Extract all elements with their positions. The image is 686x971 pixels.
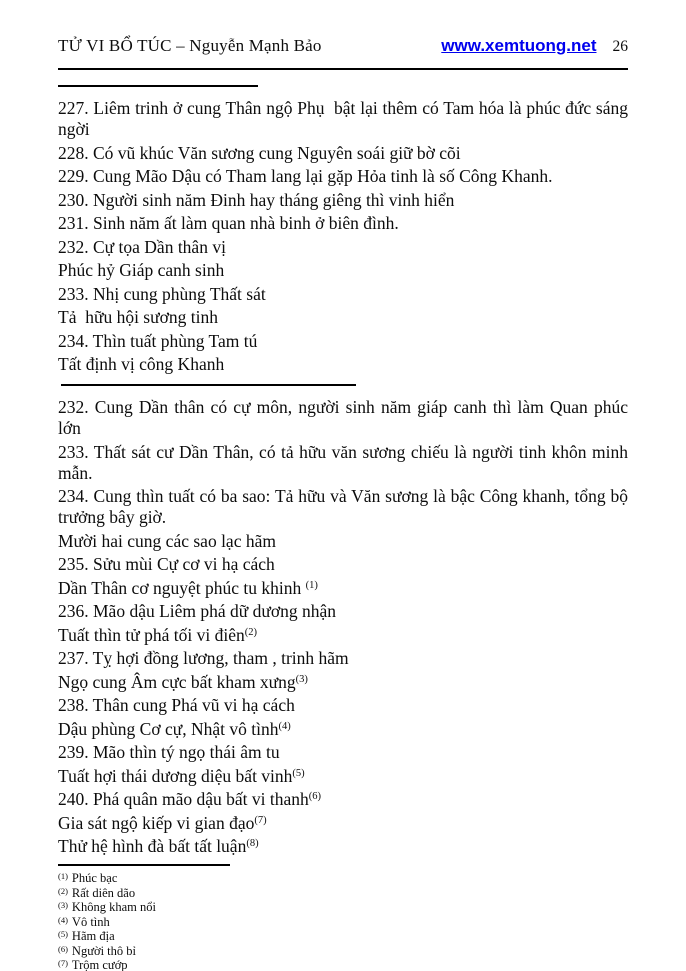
footnote-marker: (3) — [58, 900, 68, 910]
footnote-item: $^{(6)}$ Người thô bỉ — [58, 943, 137, 958]
footnote-reference: (5) — [292, 767, 305, 779]
text-line: 231. Sinh năm ất làm quan nhà binh ở biên đình. — [58, 213, 399, 233]
footnote-marker: (2) — [58, 885, 68, 896]
footnote-marker: (6) — [58, 943, 68, 954]
text-line: 240. Phá quân mão dậu bất vi thanh$^{(6)}$ — [58, 789, 322, 809]
text-line: 236. Mão dậu Liêm phá dữ dương nhận — [58, 601, 337, 621]
text-line: 227. Liêm trinh ở cung Thân ngộ Phụ bật lại thêm có Tam hóa là phúc đức sáng ngời — [58, 98, 633, 139]
header-divider — [58, 68, 628, 70]
text-line: Tả hữu hội sương tinh — [58, 307, 218, 327]
verse-section — [58, 98, 633, 375]
text-line: Dần Thân cơ nguyệt phúc tu khinh $^{(1)}$ — [58, 577, 318, 598]
text-line: 233. Thất sát cư Dần Thân, có tả hữu văn sương chiếu là người tinh khôn minh mẫn. — [58, 441, 633, 483]
footnote-reference: (4) — [278, 720, 291, 732]
footnote-marker: (7) — [58, 958, 68, 968]
book-title: TỬ VI BỔ TÚC – Nguyễn Mạnh Bảo — [58, 36, 322, 55]
footnote-item: $^{(4)}$ Vô tình — [58, 914, 110, 929]
page-header — [58, 36, 628, 56]
text-line: Thử hệ hình đà bất tất luận$^{(8)}$ — [58, 836, 259, 856]
footnote-list — [58, 871, 628, 971]
footnote-marker: (4) — [58, 914, 68, 925]
text-line: Tuất thìn tử phá tối vi điên$^{(2)}$ — [58, 624, 258, 645]
text-line: 232. Cung Dần thân có cự môn, người sinh năm giáp canh thì làm Quan phúc lớn — [58, 397, 633, 438]
footnote-item: $^{(7)}$ Trộm cướp — [58, 958, 128, 971]
footnote-reference: (8) — [246, 838, 259, 849]
text-line: 228. Có vũ khúc Văn sương cung Nguyên soái giữ bờ cõi — [58, 142, 461, 163]
text-line: Mười hai cung các sao lạc hãm — [58, 530, 276, 551]
text-line: Phúc hỷ Giáp canh sinh — [58, 260, 225, 280]
text-line: Gia sát ngộ kiếp vi gian đạo$^{(7)}$ — [58, 812, 267, 833]
text-line: Tất định vị công Khanh — [58, 354, 225, 374]
website-link[interactable]: www.xemtuong.net — [441, 36, 597, 55]
text-line: 229. Cung Mão Dậu có Tham lang lại gặp Hỏa tinh là số Công Khanh. — [58, 166, 553, 186]
text-line: Dậu phùng Cơ cự, Nhật vô tình$^{(4)}$ — [58, 718, 291, 739]
footnote-item: $^{(2)}$ Rất diên dão — [58, 885, 136, 900]
footnote-item: $^{(3)}$ Không kham nổi — [58, 900, 156, 914]
footnote-reference: (1) — [305, 579, 318, 591]
footnote-marker: (5) — [58, 929, 68, 939]
text-line: 235. Sửu mùi Cự cơ vi hạ cách — [58, 554, 275, 574]
text-line: 237. Tỵ hợi đồng lương, tham , trinh hãm — [58, 648, 349, 668]
footnote-marker: (1) — [58, 871, 68, 881]
footnote-divider — [58, 864, 230, 866]
footnote-item: $^{(1)}$ Phúc bạc — [58, 871, 118, 885]
text-line: Tuất hợi thái dương diệu bất vinh$^{(5)}$ — [58, 765, 305, 786]
footnote-item: $^{(5)}$ Hãm địa — [58, 929, 115, 943]
text-line: 239. Mão thìn tý ngọ thái âm tu — [58, 742, 280, 762]
page-number: 26 — [612, 38, 628, 55]
text-line: Ngọ cung Âm cực bất kham xưng$^{(3)}$ — [58, 671, 308, 692]
middle-section-divider — [61, 384, 356, 386]
text-line: 232. Cự tọa Dần thân vị — [58, 236, 226, 257]
footnote-reference: (2) — [244, 626, 258, 638]
header-right — [441, 36, 628, 56]
text-line: 238. Thân cung Phá vũ vi hạ cách — [58, 695, 295, 715]
footnote-reference: (7) — [254, 814, 267, 826]
footnote-reference: (6) — [308, 791, 322, 802]
text-line: 233. Nhị cung phùng Thất sát — [58, 283, 266, 304]
footnote-reference: (3) — [295, 673, 308, 685]
text-line: 234. Thìn tuất phùng Tam tú — [58, 330, 258, 351]
text-line: 234. Cung thìn tuất có ba sao: Tả hữu và Văn sương là bậc Công khanh, tổng bộ trưởng bây giờ. — [58, 486, 633, 527]
text-line: 230. Người sinh năm Đinh hay tháng giêng thì vinh hiển — [58, 189, 455, 210]
explanation-section — [58, 397, 633, 857]
footnote-area — [58, 864, 628, 971]
top-section-divider — [58, 85, 258, 87]
